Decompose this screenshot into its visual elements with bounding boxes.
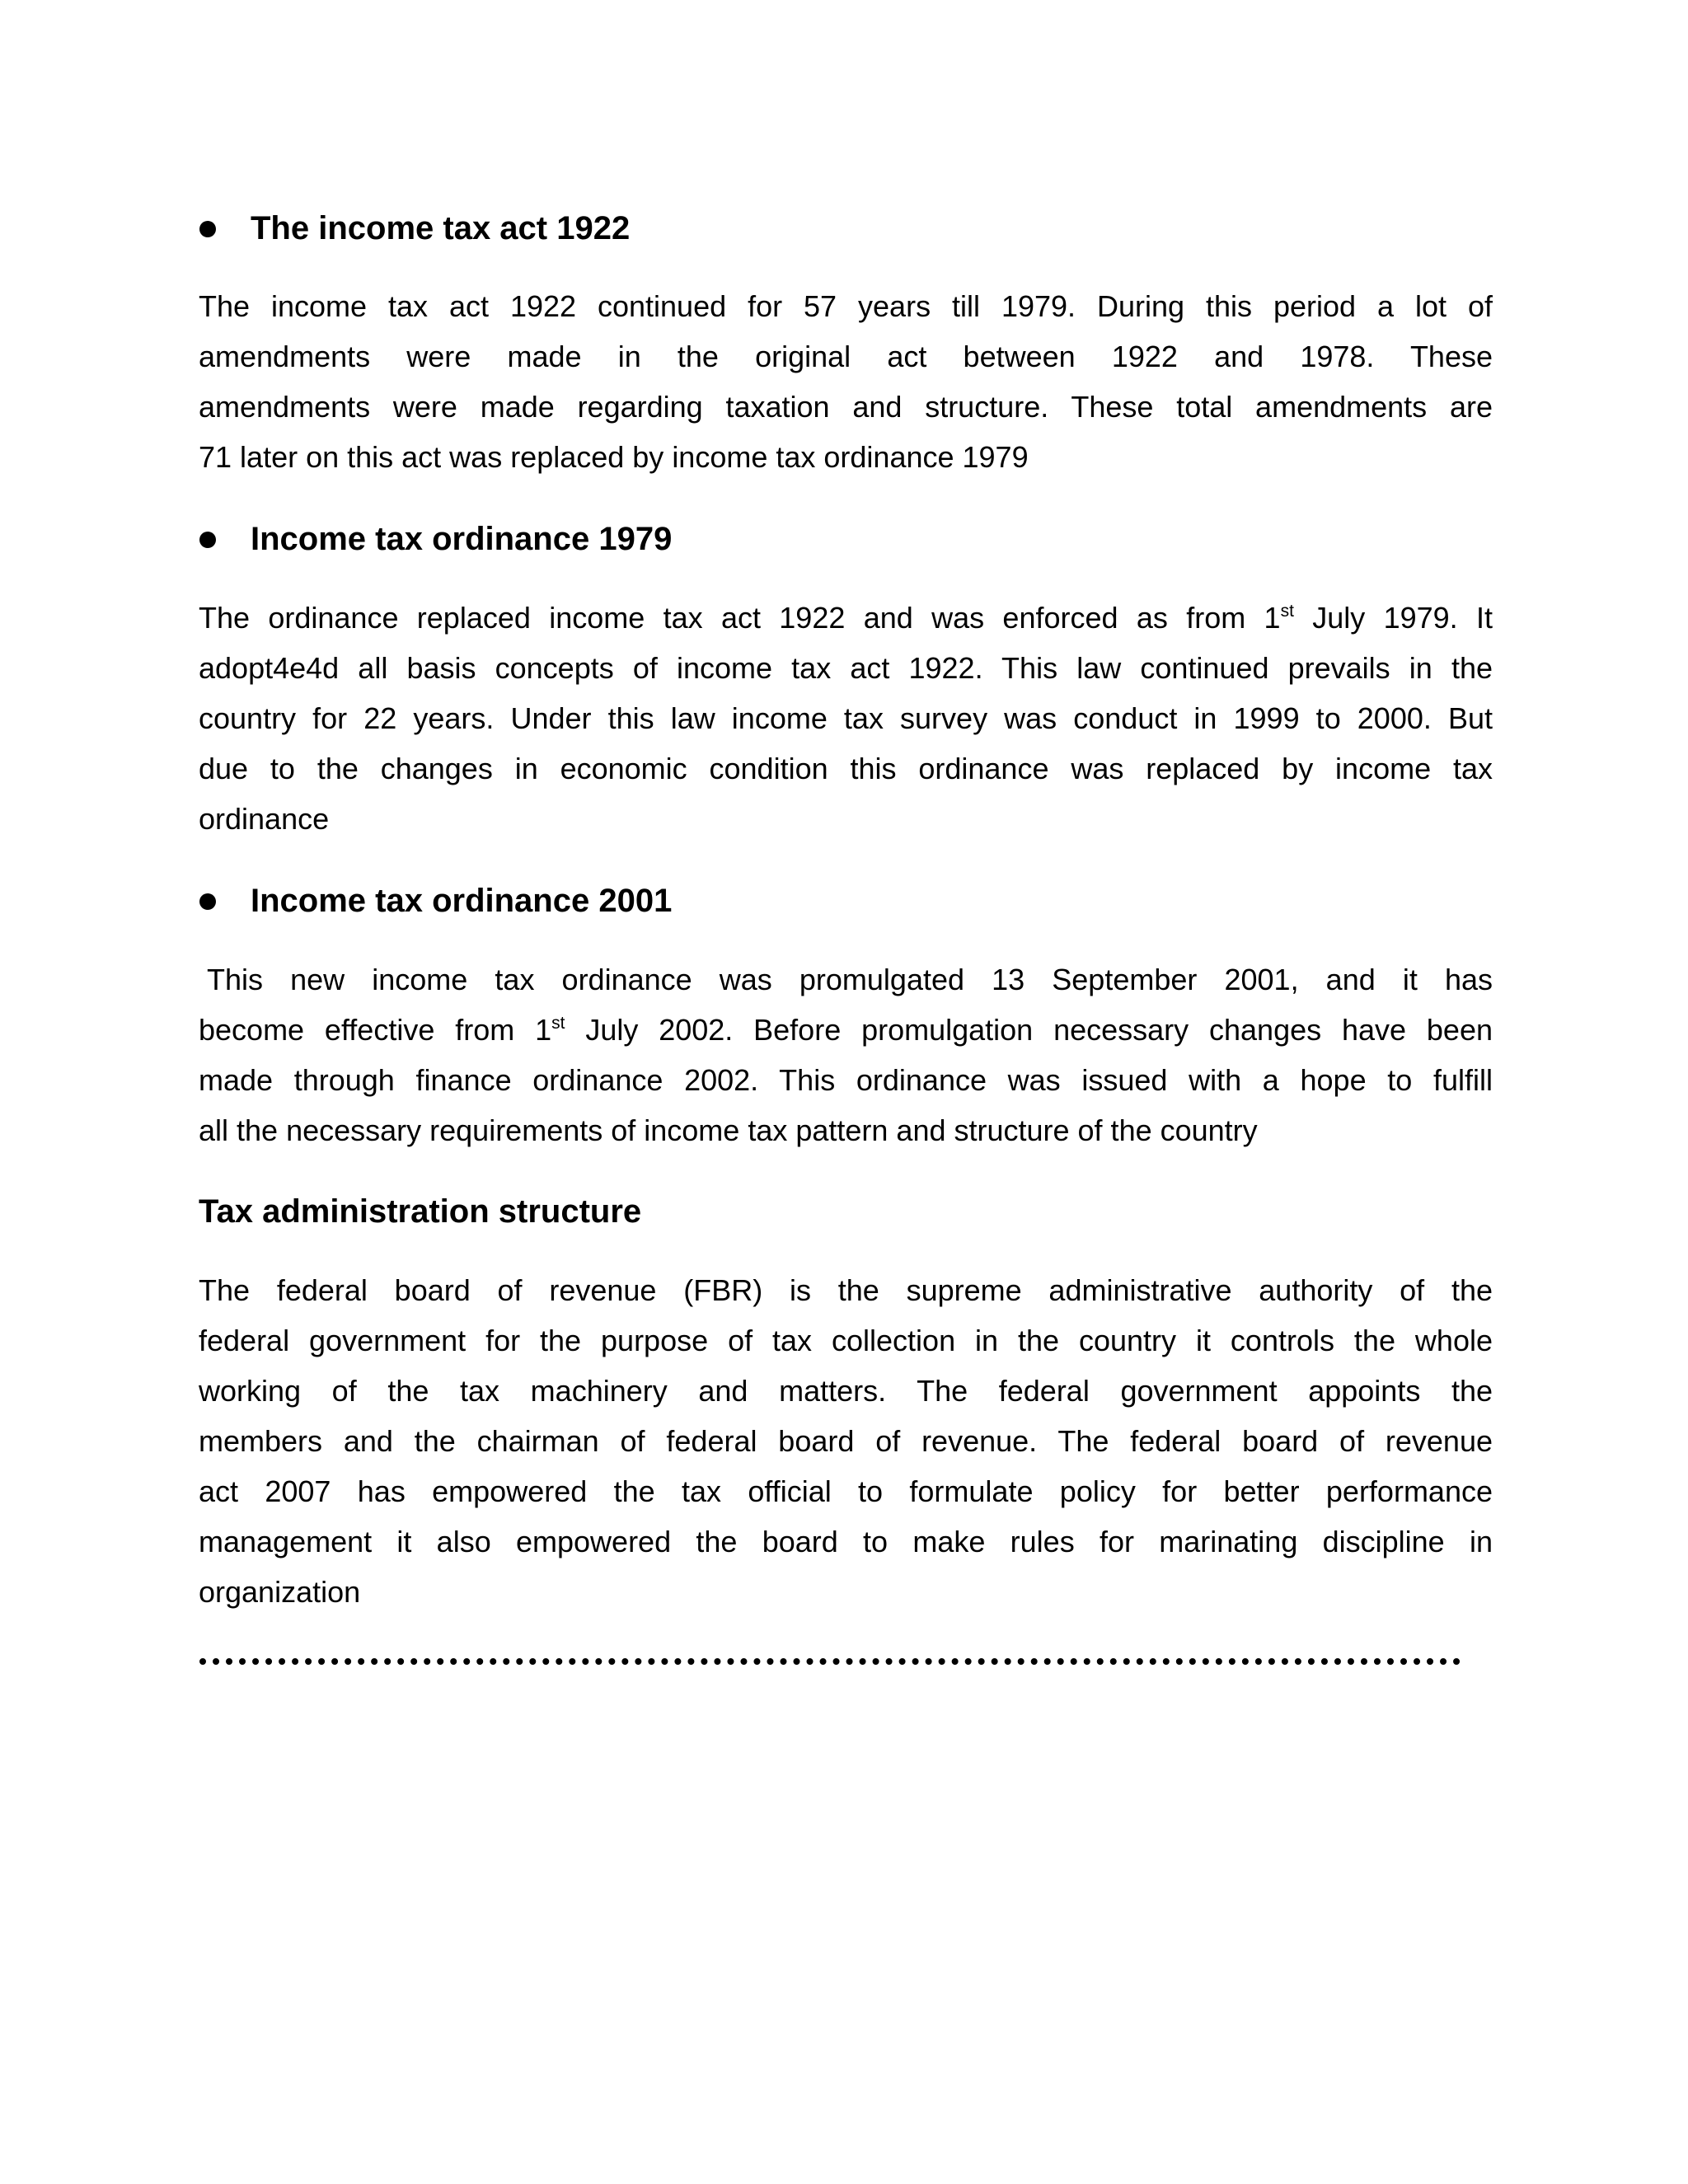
paragraph-line: made through finance ordinance 2002. This ordinance was issued with a hope to fulfill xyxy=(199,1063,1493,1097)
heading-text: Income tax ordinance 1979 xyxy=(251,521,673,557)
paragraph-line: 71 later on this act was replaced by income tax ordinance 1979 xyxy=(199,440,1029,474)
paragraph-line: amendments were made regarding taxation and structure. These total amendments are xyxy=(199,390,1493,424)
paragraph-line: amendments were made in the original act between 1922 and 1978. These xyxy=(199,340,1493,373)
bullet-icon xyxy=(199,221,216,237)
paragraph-line: organization xyxy=(199,1575,361,1609)
paragraph-line: country for 22 years. Under this law income tax survey was conduct in 1999 to 2000. But xyxy=(199,701,1493,735)
paragraph-line xyxy=(199,1005,1493,1055)
ordinal-superscript: st xyxy=(1280,602,1294,621)
heading-text: The income tax act 1922 xyxy=(251,210,631,246)
paragraph-income-tax-ordinance-2001 xyxy=(199,954,1493,1155)
bullet-icon xyxy=(199,532,216,548)
paragraph-line: This new income tax ordinance was promulgated 13 September 2001, and it has xyxy=(207,963,1493,996)
paragraph-line: The federal board of revenue (FBR) is the supreme administrative authority of the xyxy=(199,1273,1493,1307)
paragraph-line: all the necessary requirements of income tax pattern and structure of the country xyxy=(199,1113,1258,1147)
paragraph-line xyxy=(199,593,1493,643)
paragraph-line: management it also empowered the board to make rules for marinating discipline in xyxy=(199,1525,1493,1558)
paragraph-line: working of the tax machinery and matters. The federal government appoints the xyxy=(199,1374,1493,1408)
paragraph-line: members and the chairman of federal board of revenue. The federal board of revenue xyxy=(199,1424,1493,1458)
paragraph-income-tax-act-1922 xyxy=(199,281,1493,482)
paragraph-line: due to the changes in economic condition this ordinance was replaced by income tax xyxy=(199,752,1493,785)
ordinal-superscript: st xyxy=(551,1014,565,1033)
section-heading-income-tax-ordinance-1979 xyxy=(199,519,672,559)
bullet-icon xyxy=(199,893,216,910)
paragraph-line: adopt4e4d all basis concepts of income tax act 1922. This law continued prevails in the xyxy=(199,651,1493,685)
line-text: become effective from 1 xyxy=(199,1013,552,1047)
paragraph-income-tax-ordinance-1979 xyxy=(199,593,1493,844)
paragraph-line: federal government for the purpose of tax collection in the country it controls the whole xyxy=(199,1324,1493,1357)
paragraph-line: The income tax act 1922 continued for 57 years till 1979. During this period a lot of xyxy=(199,289,1493,323)
paragraph-line: act 2007 has empowered the tax official to formulate policy for better performance xyxy=(199,1474,1493,1508)
line-text: The ordinance replaced income tax act 1922 and was enforced as from 1 xyxy=(199,601,1281,635)
section-heading-income-tax-ordinance-2001 xyxy=(199,881,672,921)
section-heading-income-tax-act-1922 xyxy=(199,209,630,248)
dotted-separator xyxy=(199,1658,1461,1671)
line-text: July 1979. It xyxy=(1293,601,1493,635)
heading-text: Income tax ordinance 2001 xyxy=(251,883,673,919)
section-heading-tax-administration-structure: Tax administration structure xyxy=(199,1193,642,1230)
paragraph-tax-administration-structure xyxy=(199,1265,1493,1617)
line-text: July 2002. Before promulgation necessary changes have been xyxy=(565,1013,1493,1047)
paragraph-line: ordinance xyxy=(199,802,330,836)
